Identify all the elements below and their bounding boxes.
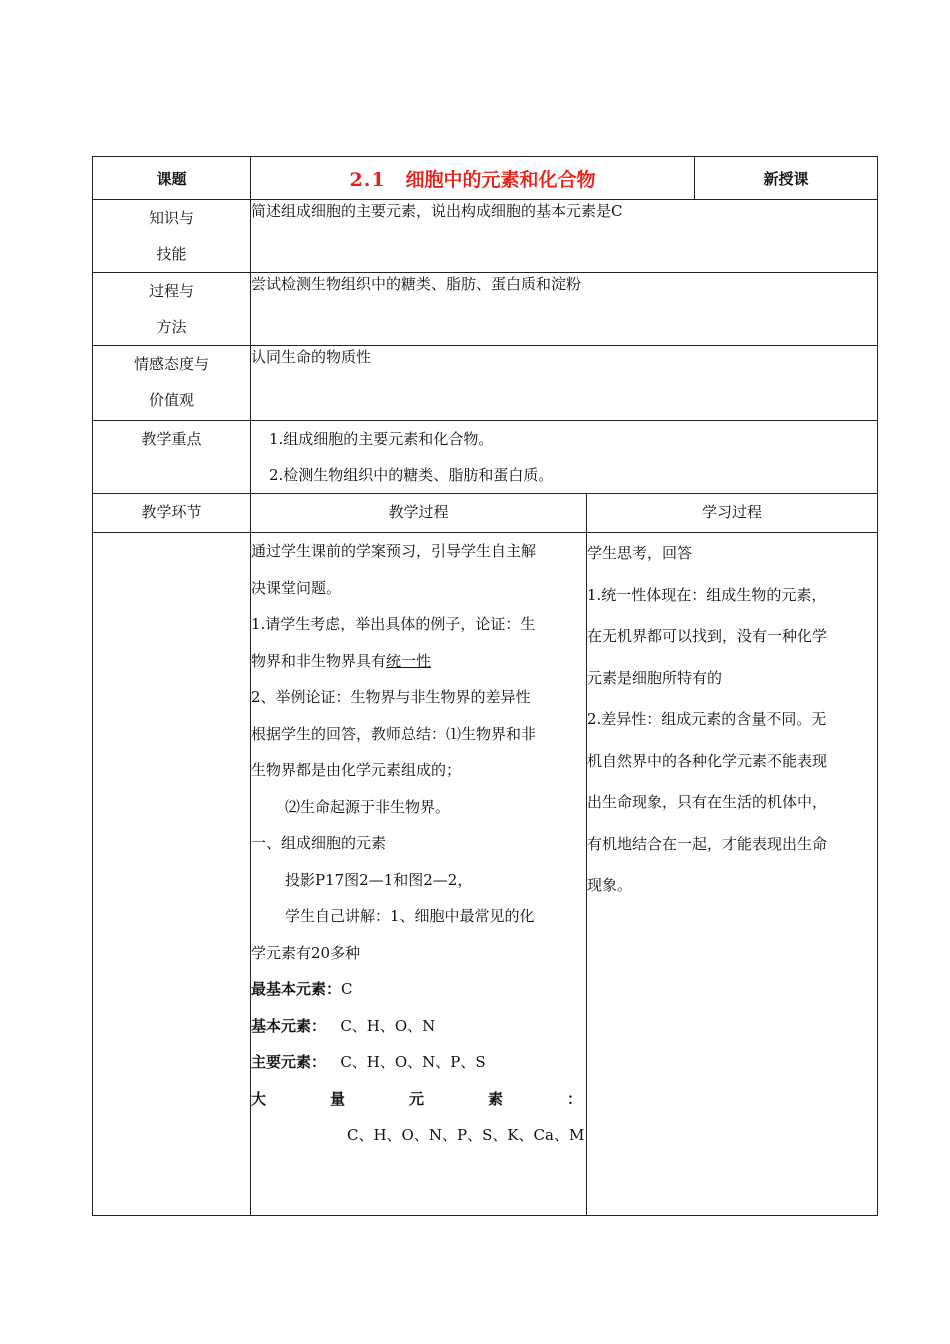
key-points-label: 教学重点 (93, 421, 251, 494)
goal-label-line: 过程与 (148, 282, 194, 300)
goal-label (93, 273, 251, 346)
element-value: C、H、O、N、P、S (340, 1053, 486, 1071)
goal-text: 尝试检测生物组织中的糖类、脂肪、蛋白质和淀粉 (251, 273, 878, 346)
element-line (251, 1008, 586, 1045)
text-line: 通过学生课前的学案预习，引导学生自主解 (251, 542, 537, 560)
goal-label-line: 情感态度与 (133, 355, 209, 373)
text-line: 1.请学生考虑，举出具体的例子，论证：生 (251, 615, 536, 633)
text-line: 学生思考，回答 (587, 544, 693, 562)
text-line: 根据学生的回答，教师总结：⑴生物界和非 (251, 724, 537, 743)
element-label: 基本元素： (251, 1016, 327, 1035)
text-line: 现象。 (587, 876, 633, 894)
goal-text: 认同生命的物质性 (251, 346, 878, 421)
macro-label-line (251, 1081, 586, 1118)
text-line: 1.统一性体现在：组成生物的元素， (587, 585, 827, 604)
macro-char: ： (566, 1089, 582, 1108)
element-value: C (341, 980, 353, 998)
element-line (251, 1044, 586, 1081)
goal-row-attitude (93, 346, 878, 421)
topic-label: 课题 (93, 157, 251, 200)
learning-process (587, 533, 878, 1216)
key-point-item: 1.组成细胞的主要元素和化合物。 (269, 430, 494, 448)
stage-cell (93, 533, 251, 1216)
column-learning: 学习过程 (587, 494, 878, 533)
text-line: 学元素有20多种 (251, 943, 361, 962)
header-row (93, 157, 878, 200)
key-points-list (251, 421, 878, 494)
lesson-title-text: 细胞中的元素和化合物 (405, 168, 596, 191)
element-label: 主要元素： (251, 1053, 327, 1071)
text-line: 有机地结合在一起，才能表现出生命 (587, 834, 828, 853)
process-row (93, 533, 878, 1216)
key-points-row (93, 421, 878, 494)
text-line: 生物界都是由化学元素组成的； (251, 761, 462, 779)
goal-label-line: 方法 (156, 318, 187, 336)
goal-row-process (93, 273, 878, 346)
column-teaching: 教学过程 (251, 494, 587, 533)
column-stage: 教学环节 (93, 494, 251, 533)
text-line: 出生命现象，只有在生活的机体中， (587, 793, 828, 811)
text-line: 元素是细胞所特有的 (587, 668, 723, 687)
goal-label-line: 技能 (156, 245, 187, 263)
teaching-process (251, 533, 587, 1216)
goal-label-line: 价值观 (148, 391, 194, 409)
macro-char: 量 (329, 1089, 345, 1108)
goal-label (93, 346, 251, 421)
columns-header-row (93, 494, 878, 533)
text-line: 在无机界都可以找到，没有一种化学 (587, 627, 828, 645)
text-line: 2.差异性：组成元素的含量不同。无 (587, 710, 827, 728)
goal-row-knowledge (93, 200, 878, 273)
goal-label-line: 知识与 (148, 209, 194, 227)
text-line: 2、举例论证：生物界与非生物界的差异性 (251, 688, 531, 706)
text-line: 学生自己讲解：1、细胞中最常见的化 (285, 907, 535, 925)
goal-label (93, 200, 251, 273)
text-line (251, 643, 586, 680)
lesson-type: 新授课 (695, 157, 878, 200)
goal-text: 简述组成细胞的主要元素，说出构成细胞的基本元素是C (251, 200, 878, 273)
text-line: 机自然界中的各种化学元素不能表现 (587, 751, 828, 770)
key-point-item: 2.检测生物组织中的糖类、脂肪和蛋白质。 (269, 466, 554, 484)
underlined-term: 统一性 (386, 651, 432, 670)
lesson-plan-table (92, 156, 878, 1216)
lesson-number: 2.1 (349, 168, 386, 191)
element-label: 最基本元素： (251, 980, 342, 998)
macro-char: 元 (408, 1089, 424, 1108)
macro-char: 大 (251, 1089, 267, 1108)
text-span: 物界和非生物界具有 (251, 651, 387, 670)
text-line: ⑵生命起源于非生物界。 (285, 797, 451, 816)
lesson-title (251, 157, 695, 200)
element-line (251, 971, 586, 1008)
section-heading: 一、组成细胞的元素 (251, 834, 387, 852)
element-value: C、H、O、N (340, 1016, 436, 1035)
text-line: 决课堂问题。 (251, 578, 342, 597)
macro-char: 素 (487, 1089, 503, 1108)
element-value: C、H、O、N、P、S、K、Ca、M (347, 1126, 585, 1144)
text-line: 投影P17图2—1和图2—2， (285, 870, 473, 889)
